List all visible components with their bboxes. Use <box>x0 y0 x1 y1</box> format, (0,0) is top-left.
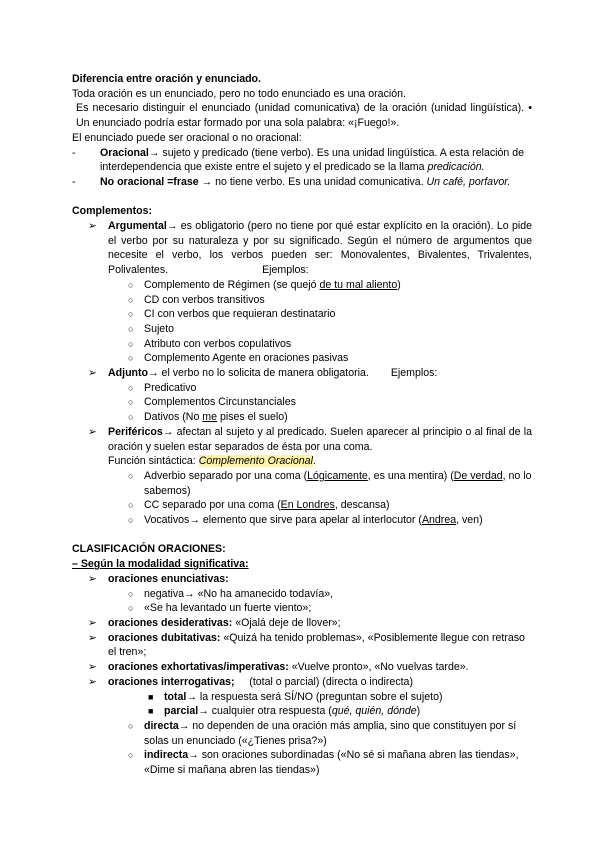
list-item: ○ Vocativos→ elemento que sirve para apelar al interlocutor (Andrea, ven) <box>128 514 483 527</box>
clasificacion-subtitle: – Según la modalidad significativa: <box>72 558 249 571</box>
circle-bullet-icon: ○ <box>128 294 134 305</box>
arrow-bullet-icon: ➢ <box>88 367 97 380</box>
complementos-title: Complementos: <box>72 205 153 218</box>
list-item: ○ Atributo con verbos copulativos <box>128 337 292 350</box>
arrow-bullet-icon: ➢ <box>88 220 97 233</box>
list-item: ○ Complemento Agente en oraciones pasivas <box>128 352 349 365</box>
circle-bullet-icon: ○ <box>128 750 134 761</box>
total-item: ■ total→ la respuesta será SÍ/NO (preguntan sobre el sujeto) <box>148 690 443 703</box>
circle-bullet-icon: ○ <box>128 382 134 393</box>
list-item: ○ «Se ha levantado un fuerte viento»; <box>128 602 312 615</box>
intro-line-2: Es necesario distinguir el enunciado (unidad comunicativa) de la oración (unidad lingüística). • Un enunciado podría estar formado por una sola palabra: «¡Fuego!». <box>76 102 532 130</box>
directa-item: ○ directa→ no dependen de una oración más amplia, sino que constituyen por sí solas un enunciado («¿Tienes prisa?») <box>128 719 517 747</box>
circle-bullet-icon: ○ <box>128 588 134 599</box>
intro-title: Diferencia entre oración y enunciado. <box>72 73 261 85</box>
circle-bullet-icon: ○ <box>128 412 134 423</box>
clasificacion-title: CLASIFICACIÓN ORACIONES: <box>72 543 226 556</box>
intro-line-1: Toda oración es un enunciado, pero no todo enunciado es una oración. <box>72 87 406 100</box>
oracional-item: - Oracional→ sujeto y predicado (tiene verbo). Es una unidad lingüística. A esta relación de interdependencia que existe entre el sujeto y el predicado se la llama predicación. <box>72 146 525 174</box>
funcion-sintactica: Función sintáctica: Complemento Oracional. <box>108 455 316 468</box>
circle-bullet-icon: ○ <box>128 353 134 364</box>
perifericos-item: ➢ Periféricos→ afectan al sujeto y al predicado. Suelen aparecer al principio o al final de la oración y suelen estar separados de ésta por una coma. <box>88 425 532 453</box>
highlighted-term: Complemento Oracional <box>198 455 313 468</box>
list-item: ○ negativa→ «No ha amanecido todavía», <box>128 587 334 600</box>
arrow-bullet-icon: ➢ <box>88 661 97 674</box>
list-item: ○ Dativos (No me pises el suelo) <box>128 411 288 424</box>
adjunto-item: ➢ Adjunto→ el verbo no lo solicita de manera obligatoria. Ejemplos: <box>88 367 438 380</box>
arrow-bullet-icon: ➢ <box>88 616 97 629</box>
arrow-bullet-icon: ➢ <box>88 572 97 585</box>
circle-bullet-icon: ○ <box>128 323 134 334</box>
arrow-bullet-icon: ➢ <box>88 631 97 644</box>
list-item: ○ Complemento de Régimen (se quejó de tu mal aliento) <box>128 278 401 291</box>
circle-bullet-icon: ○ <box>128 603 134 614</box>
indirecta-item: ○ indirecta→ son oraciones subordinadas («No sé si mañana abren las tiendas», «Dime si mañana abren las tiendas») <box>128 749 519 777</box>
desiderativas-item: ➢ oraciones desiderativas: «Ojalá deje de llover»; <box>88 616 341 629</box>
arrow-bullet-icon: ➢ <box>88 675 97 688</box>
dash-bullet: - <box>72 175 76 188</box>
list-item: ○ CD con verbos transitivos <box>128 293 265 306</box>
circle-bullet-icon: ○ <box>128 338 134 349</box>
circle-bullet-icon: ○ <box>128 397 134 408</box>
list-item: ○ Sujeto <box>128 322 175 335</box>
document-page <box>72 72 532 778</box>
circle-bullet-icon: ○ <box>128 500 134 511</box>
list-item: ○ Predicativo <box>128 381 197 394</box>
exhortativas-item: ➢ oraciones exhortativas/imperativas: «Vuelve pronto», «No vuelvas tarde». <box>88 661 469 674</box>
list-item: ○ Adverbio separado por una coma (Lógicamente, es una mentira) (De verdad, no lo sabemos) <box>128 469 532 497</box>
enunciativas-item: ➢ oraciones enunciativas: <box>88 572 229 585</box>
intro-line-3: El enunciado puede ser oracional o no oracional: <box>72 131 302 144</box>
circle-bullet-icon: ○ <box>128 279 134 290</box>
dubitativas-item: ➢ oraciones dubitativas: «Quizá ha tenido problemas», «Posiblemente llegue con retraso el tren»; <box>88 631 525 659</box>
circle-bullet-icon: ○ <box>128 515 134 526</box>
square-bullet-icon: ■ <box>148 706 154 717</box>
parcial-item: ■ parcial→ cualquier otra respuesta (qué, quién, dónde) <box>148 705 421 718</box>
arrow-bullet-icon: ➢ <box>88 425 97 438</box>
interrogativas-item: ➢ oraciones interrogativas; (total o parcial) (directa o indirecta) <box>88 675 413 688</box>
list-item: ○ CI con verbos que requieran destinatario <box>128 308 336 321</box>
circle-bullet-icon: ○ <box>128 720 134 731</box>
list-item: ○ Complementos Circunstanciales <box>128 396 296 409</box>
list-item: ○ CC separado por una coma (En Londres, descansa) <box>128 499 390 512</box>
circle-bullet-icon: ○ <box>128 309 134 320</box>
dash-bullet: - <box>72 146 76 159</box>
square-bullet-icon: ■ <box>148 691 154 702</box>
circle-bullet-icon: ○ <box>128 470 134 481</box>
argumental-item: ➢ Argumental→ es obligatorio (pero no tiene por qué estar explícito en la oración). Lo pide el verbo por su naturaleza y por su significado. Según el número de argumentos que necesite el verbo, los verbos pueden ser: Monovalentes, Bivalentes, Trivalentes, Polivalentes. Ejemplos: <box>88 220 532 277</box>
no-oracional-item: - No oracional =frase → no tiene verbo. Es una unidad comunicativa. Un café, porfavor. <box>72 175 511 188</box>
